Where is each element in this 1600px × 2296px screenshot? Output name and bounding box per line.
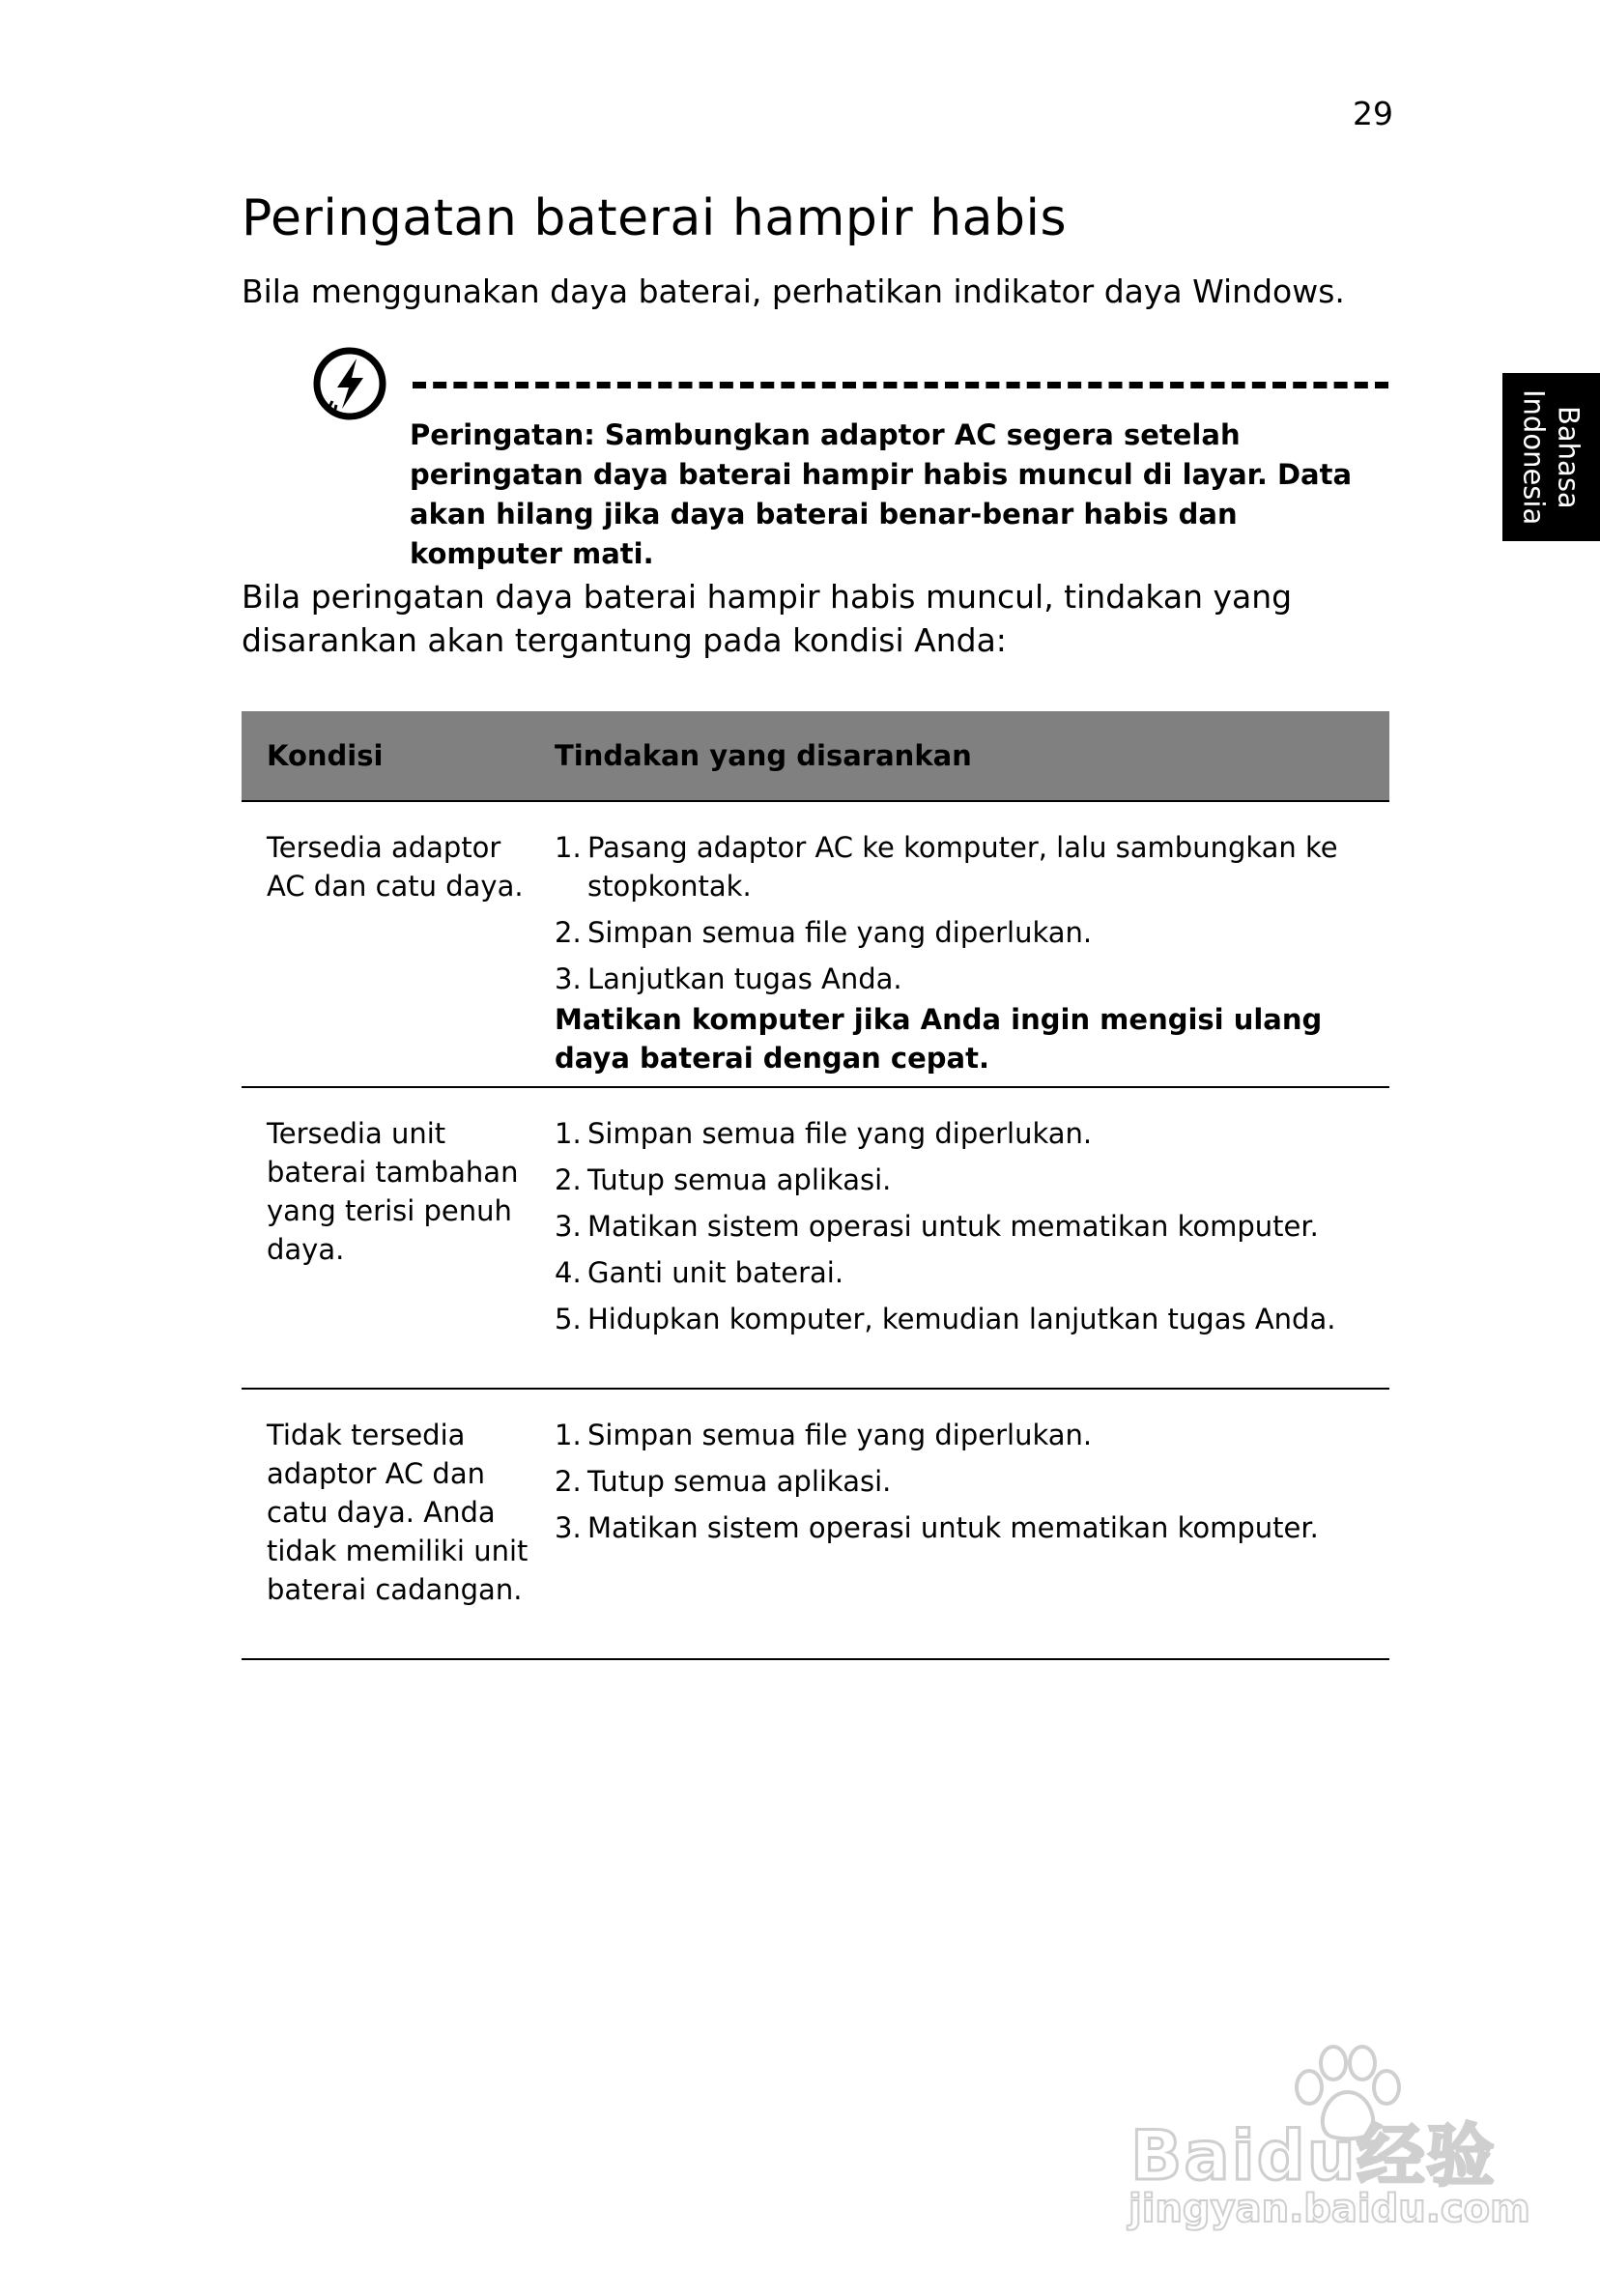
header-condition: Kondisi xyxy=(267,739,384,772)
step-number: 2. xyxy=(555,1163,582,1196)
step-text: Matikan sistem operasi untuk mematikan komputer. xyxy=(587,1210,1319,1243)
step-number: 1. xyxy=(555,831,582,864)
step-number: 3. xyxy=(555,962,582,995)
step-text: Simpan semua file yang diperlukan. xyxy=(587,1419,1093,1451)
action-cell xyxy=(555,1390,1389,1658)
warning-text: Peringatan: Sambungkan adaptor AC segera setelah peringatan daya baterai hampir habis muncul di layar. Data akan hilang jika daya baterai benar-benar habis dan komputer mati. xyxy=(410,418,1353,570)
action-step xyxy=(555,1416,1389,1454)
step-number: 2. xyxy=(555,1465,582,1498)
condition-cell: Tersedia unit baterai tambahan yang terisi penuh daya. xyxy=(267,1117,519,1266)
action-step xyxy=(555,1161,1389,1199)
action-step xyxy=(555,1462,1389,1501)
condition-cell: Tersedia adaptor AC dan catu daya. xyxy=(267,831,524,903)
warning-lightning-icon xyxy=(311,345,388,422)
action-step xyxy=(555,1114,1389,1153)
action-step xyxy=(555,828,1389,905)
page-title: Peringatan baterai hampir habis xyxy=(242,189,1068,247)
step-number: 1. xyxy=(555,1117,582,1150)
step-text: Simpan semua file yang diperlukan. xyxy=(587,916,1093,949)
action-step xyxy=(555,1508,1389,1547)
step-text: Lanjutkan tugas Anda. xyxy=(587,962,902,995)
step-text: Tutup semua aplikasi. xyxy=(587,1163,892,1196)
table-row xyxy=(242,1390,1389,1660)
baidu-watermark xyxy=(1121,2044,1530,2237)
step-number: 3. xyxy=(555,1210,582,1243)
action-step xyxy=(555,1300,1389,1338)
step-text: Tutup semua aplikasi. xyxy=(587,1465,892,1498)
language-tab-line-1: Bahasa xyxy=(1552,405,1586,509)
step-number: 3. xyxy=(555,1511,582,1544)
action-cell xyxy=(555,802,1389,1086)
action-step xyxy=(555,913,1389,952)
action-step xyxy=(555,960,1389,998)
action-step xyxy=(555,1207,1389,1246)
table-row xyxy=(242,802,1389,1088)
step-number: 1. xyxy=(555,1419,582,1451)
intro-paragraph: Bila menggunakan daya baterai, perhatikan indikator daya Windows. xyxy=(242,273,1345,310)
action-note: Matikan komputer jika Anda ingin mengisi ulang daya baterai dengan cepat. xyxy=(555,1003,1323,1075)
condition-cell: Tidak tersedia adaptor AC dan catu daya. Anda tidak memiliki unit baterai cadangan. xyxy=(267,1419,529,1606)
step-text: Hidupkan komputer, kemudian lanjutkan tugas Anda. xyxy=(587,1303,1336,1335)
action-step xyxy=(555,1253,1389,1292)
table-header-row xyxy=(242,711,1389,802)
language-side-tab-label xyxy=(1517,389,1586,525)
header-action: Tindakan yang disarankan xyxy=(555,739,972,772)
recommendation-table xyxy=(242,711,1389,1660)
action-cell xyxy=(555,1088,1389,1388)
step-number: 2. xyxy=(555,916,582,949)
page-number: 29 xyxy=(1353,95,1393,132)
step-number: 4. xyxy=(555,1256,582,1289)
step-number: 5. xyxy=(555,1303,582,1335)
step-text: Matikan sistem operasi untuk mematikan komputer. xyxy=(587,1511,1319,1544)
conditions-paragraph: Bila peringatan daya baterai hampir habis muncul, tindakan yang disarankan akan tergantung pada kondisi Anda: xyxy=(242,578,1293,659)
table-row xyxy=(242,1088,1389,1390)
step-text: Pasang adaptor AC ke komputer, lalu sambungkan ke stopkontak. xyxy=(587,831,1338,903)
language-side-tab xyxy=(1502,373,1600,541)
step-text: Ganti unit baterai. xyxy=(587,1256,844,1289)
watermark-url: jingyan.baidu.com xyxy=(1129,2187,1530,2231)
warning-dashed-rule xyxy=(413,382,1388,388)
step-text: Simpan semua file yang diperlukan. xyxy=(587,1117,1093,1150)
watermark-brand: Baidu经验 xyxy=(1130,2116,1497,2196)
language-tab-line-2: Indonesia xyxy=(1517,388,1551,526)
